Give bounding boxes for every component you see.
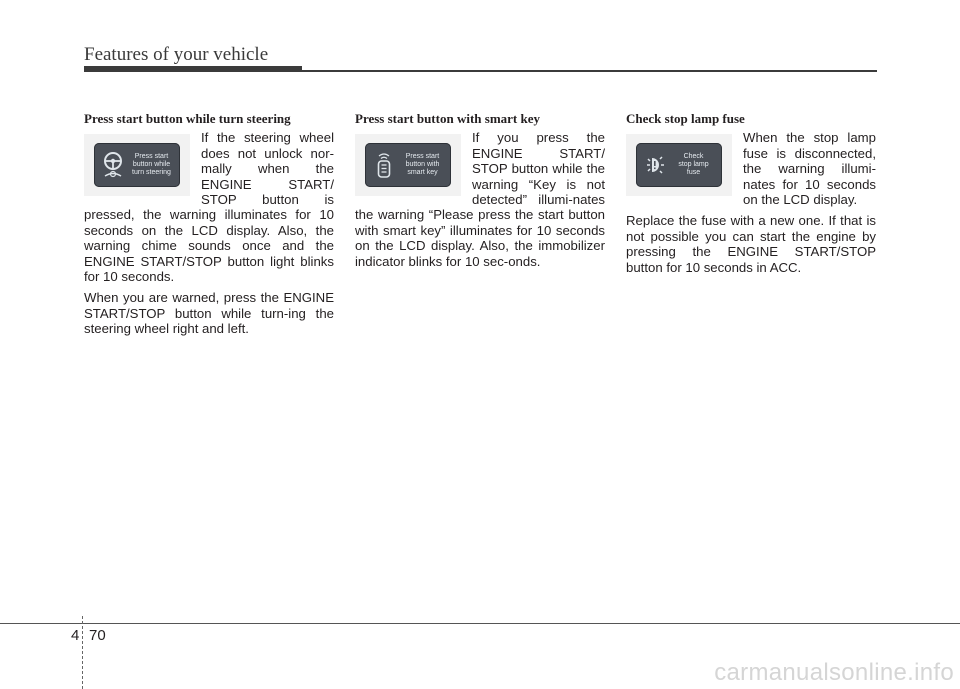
lcd-warning-figure: [355, 134, 461, 196]
lcd-message: Check stop lamp fuse: [678, 153, 709, 177]
section-steering: [84, 111, 334, 343]
lcd-display: [636, 143, 722, 187]
section-paragraph: Replace the fuse with a new one. If that is not possible you can start the engine by pressing the ENGINE START/STOP button for 10 seconds in ACC.: [626, 213, 876, 275]
chapter-number: 4: [71, 627, 80, 644]
page-header-title: Features of your vehicle: [84, 44, 269, 65]
lcd-display: [94, 143, 180, 187]
page-number: 70: [89, 627, 106, 644]
section-stop-lamp: [626, 111, 876, 281]
section-paragraph: When you are warned, press the ENGINE START/STOP button while turn-ing the steering wheel right and left.: [84, 290, 334, 337]
lcd-display: [365, 143, 451, 187]
section-heading: Check stop lamp fuse: [626, 111, 745, 126]
section-paragraph: If you press the ENGINE START/ STOP button while the warning “Key is not detected” illumi-nates the warning “Please press the start button with smart key” illuminates for 10 seconds on the LCD display. Also, the immobilizer indicator blinks for 10 sec-onds.: [355, 130, 605, 269]
header-rule-thin: [302, 70, 877, 72]
lcd-warning-figure: [84, 134, 190, 196]
lcd-warning-figure: [626, 134, 732, 196]
section-paragraph: If the steering wheel does not unlock nor-mally when the ENGINE START/ STOP button is pressed, the warning illuminates for 10 seconds on the LCD display. Also, the warning chime sounds once and the ENGINE START/STOP button light blinks for 10 seconds.: [84, 130, 334, 285]
steering-wheel-icon: [100, 151, 126, 179]
lcd-message: Press start button while turn steering: [132, 153, 171, 177]
watermark: carmanualsonline.info: [714, 659, 954, 686]
section-heading: Press start button with smart key: [355, 111, 540, 126]
section-heading: Press start button while turn steering: [84, 111, 291, 126]
section-smart-key: [355, 111, 605, 275]
smart-key-icon: [371, 151, 397, 179]
header-rule-thick: [84, 66, 302, 72]
stop-lamp-icon: [642, 151, 668, 179]
section-paragraph: When the stop lamp fuse is disconnected, the warning illumi-nates for 10 seconds on the LCD display.: [743, 130, 876, 208]
footer-rule: [0, 623, 960, 624]
footer-divider: [82, 616, 83, 689]
lcd-message: Press start button with smart key: [405, 153, 440, 177]
